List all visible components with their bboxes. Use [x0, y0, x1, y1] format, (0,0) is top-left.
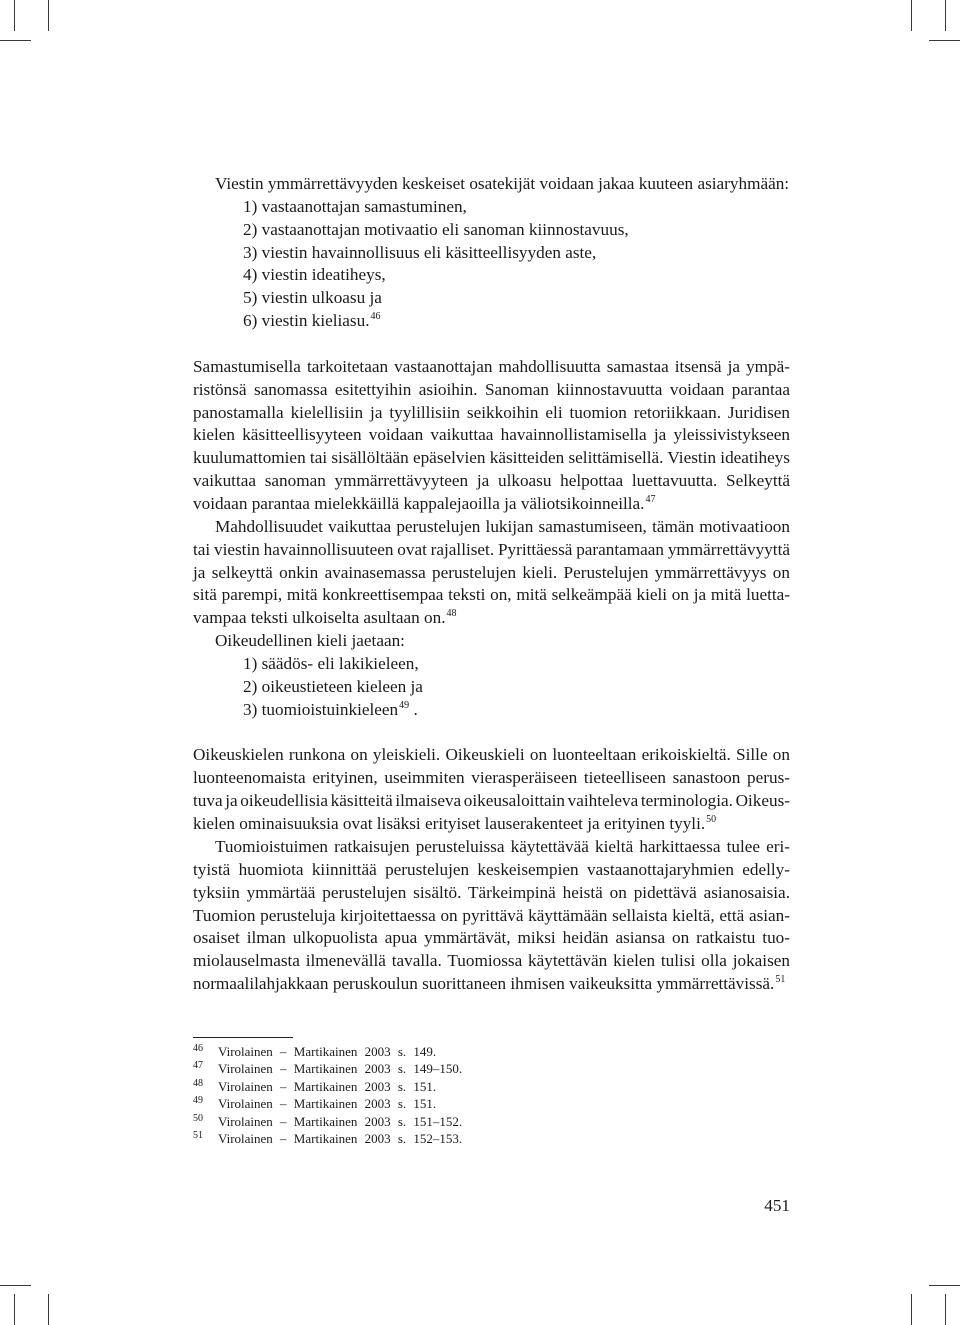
- text-line-content: osaiset ilman ulkopuolista apua ymmärtävät, miksi heidän asiansa on ratkaistu tuo-: [193, 928, 790, 948]
- footnote-ref: 49: [399, 699, 410, 711]
- text-line-content: Mahdollisuudet vaikuttaa perustelujen lukijan samastumiseen, tämän motivaatioon: [215, 516, 790, 536]
- footnote: [193, 1113, 790, 1130]
- text-line: [193, 607, 790, 630]
- footnote-number: 50: [193, 1112, 203, 1124]
- text-line-content: kuulumattomien tai sisällöltään epäselvien käsitteiden selittämisellä. Viestin ideatiheys: [193, 448, 790, 468]
- text-line-content: Tuomion perusteluja kirjoitettaessa on pyrittävä käyttämään sellaista kieltä, että asian-: [193, 905, 790, 925]
- footnote-rule: [193, 1037, 293, 1038]
- text-line-content: normaalilahjakkaan peruskoulun suorittaneen ihmisen vaikeuksitta ymmärrettävissä.: [193, 974, 775, 994]
- text-line-content: miolauselmasta ilmenevällä tavalla. Tuomiossa käytettävän kielen tulisi olla jokaisen: [193, 951, 790, 971]
- footnote-number: 47: [193, 1060, 203, 1072]
- text-line-content: Tuomioistuimen ratkaisujen perusteluissa käytettävää kieltä harkittaessa tulee eri-: [215, 836, 790, 856]
- footnote-number: 46: [193, 1043, 203, 1054]
- footnote-ref: 47: [645, 494, 656, 506]
- text-line: [193, 744, 790, 767]
- text-line-content: luonteenomaista erityinen, useimmiten vierasperäiseen tieteelliseen sanastoon perus-: [193, 768, 790, 788]
- text-line: [193, 470, 790, 493]
- text-line-content: tyistä huomiota kiinnittää perustelujen keskeisempien vastaanottajaryhmien edelly-: [193, 859, 790, 879]
- text-line: [193, 859, 790, 882]
- text-line: [193, 539, 790, 562]
- list-item: 2) oikeustieteen kieleen ja: [243, 676, 423, 696]
- crop-mark: [14, 1294, 15, 1325]
- text-line: [193, 424, 790, 447]
- footnote-text: Virolainen – Martikainen 2003 s. 151.: [218, 1078, 437, 1094]
- footnote: [193, 1095, 790, 1112]
- page-number: 451: [764, 1196, 790, 1215]
- text-line: [193, 402, 790, 425]
- footnote-number: 48: [193, 1077, 203, 1089]
- text-line: [215, 836, 790, 859]
- text-line: [193, 356, 790, 379]
- list-item: [243, 699, 790, 722]
- crop-mark: [911, 1294, 912, 1325]
- text-line-content: Oikeuskielen runkona on yleiskieli. Oikeuskieli on luonteeltaan erikoiskieltä. Sille on: [193, 745, 790, 765]
- crop-mark: [929, 1285, 960, 1286]
- text-line-content: vampaa teksti ulkoiselta asultaan on.: [193, 608, 446, 628]
- crop-mark: [929, 40, 960, 41]
- text-line: [193, 767, 790, 790]
- crop-mark: [14, 0, 15, 31]
- footnotes: [193, 1043, 790, 1147]
- text-line: [193, 790, 790, 813]
- list-item: 3) viestin havainnollisuus eli käsitteellisyyden aste,: [243, 242, 597, 262]
- footnote: [193, 1078, 790, 1095]
- text-line: [193, 813, 790, 836]
- text-line-content: tai viestin havainnollisuuteen ovat rajalliset. Pyrittäessä parantamaan ymmärrettävyyttä: [193, 539, 790, 559]
- list-item: [243, 310, 790, 333]
- text-line-content: ja selkeyttä onkin avainasemassa perustelujen kieli. Perustelujen ymmärrettävyys on: [193, 562, 790, 582]
- list-item: 1) vastaanottajan samastuminen,: [243, 196, 467, 216]
- list-item: 2) vastaanottajan motivaatio eli sanoman kiinnostavuus,: [243, 219, 629, 239]
- blank-line: [193, 333, 790, 356]
- text-line: [193, 379, 790, 402]
- text-line-content: Samastumisella tarkoitetaan vastaanottajan mahdollisuutta samastaa itsensä ja ympä-: [193, 356, 790, 376]
- text-line: [193, 927, 790, 950]
- text-line: [193, 882, 790, 905]
- footnote: [193, 1060, 790, 1077]
- text-line-content: kielen käsitteellisyyteen voidaan vaikuttaa havainnollistamisella ja yleissivistykseen: [193, 425, 790, 445]
- list-item-end: .: [409, 699, 418, 719]
- list-intro: Viestin ymmärrettävyyden keskeiset osatekijät voidaan jakaa kuuteen asiaryhmään:: [215, 174, 790, 193]
- text-line-content: voidaan parantaa mielekkäillä kappalejaoilla ja väliotsikoinneilla.: [193, 494, 645, 514]
- footnote-ref: 50: [706, 814, 717, 826]
- text-line-content: tuva ja oikeudellisia käsitteitä ilmaiseva oikeusaloittain vaihteleva terminologia. Oikeus-: [193, 791, 790, 811]
- blank-line: [193, 722, 790, 745]
- footnote-number: 51: [193, 1129, 203, 1141]
- footnote-text: Virolainen – Martikainen 2003 s. 149.: [218, 1044, 437, 1059]
- crop-mark: [0, 1285, 31, 1286]
- list-intro: Oikeudellinen kieli jaetaan:: [215, 631, 405, 651]
- text-line: [193, 493, 790, 516]
- crop-mark: [911, 0, 912, 31]
- footnote-text: Virolainen – Martikainen 2003 s. 151.: [218, 1096, 437, 1112]
- list-item: 5) viestin ulkoasu ja: [243, 288, 382, 308]
- crop-mark: [0, 40, 31, 41]
- footnote-ref: 46: [370, 311, 381, 323]
- paragraph: [193, 516, 790, 630]
- paragraph: [193, 356, 790, 516]
- footnote-ref: 48: [446, 608, 457, 620]
- crop-mark: [945, 1294, 946, 1325]
- text-line: [193, 584, 790, 607]
- list-item-text: 6) viestin kieliasu.: [243, 311, 370, 331]
- text-line: [193, 950, 790, 973]
- list-item: 1) säädös- eli lakikieleen,: [243, 654, 419, 674]
- text-line-content: panostamalla kielellisiin ja tyylillisiin seikkoihin eli tuomion retoriikkaan. Juridisen: [193, 402, 790, 422]
- crop-mark: [48, 1294, 49, 1325]
- text-line: [193, 562, 790, 585]
- text-line-content: ristönsä sanomassa esitettyihin asioihin. Sanoman kiinnostavuutta voidaan parantaa: [193, 379, 790, 399]
- text-line: [193, 447, 790, 470]
- crop-mark: [48, 0, 49, 31]
- list-item-text: 3) tuomioistuinkieleen: [243, 699, 399, 719]
- footnote-text: Virolainen – Martikainen 2003 s. 152–153.: [218, 1130, 463, 1146]
- text-line-content: vaikuttaa sanoman ymmärrettävyyteen ja ulkoasu helpottaa luettavuutta. Selkeyttä: [193, 471, 790, 491]
- paragraph: [193, 744, 790, 835]
- footnote-ref: 51: [775, 974, 786, 986]
- text-line-content: kielen ominaisuuksia ovat lisäksi erityiset lauserakenteet ja erityinen tyyli.: [193, 814, 706, 834]
- text-line-content: tyksiin ymmärtää perustelujen sisältö. Tärkeimpinä heistä on pidettävä asianosaisia.: [193, 882, 790, 902]
- text-line: [215, 516, 790, 539]
- footnote-text: Virolainen – Martikainen 2003 s. 151–152.: [218, 1113, 463, 1129]
- footnote-number: 49: [193, 1095, 203, 1107]
- paragraph: [193, 836, 790, 996]
- body-text: [193, 173, 790, 996]
- text-line: [193, 905, 790, 928]
- footnote: [193, 1130, 790, 1147]
- text-line-content: sitä parempi, mitä konkreettisempaa teksti on, mitä selkeämpää kieli on ja mitä luetta-: [193, 585, 790, 605]
- footnote: [193, 1043, 790, 1060]
- text-line: [193, 973, 790, 996]
- list-item: 4) viestin ideatiheys,: [243, 265, 386, 285]
- crop-mark: [945, 0, 946, 31]
- footnote-text: Virolainen – Martikainen 2003 s. 149–150.: [218, 1061, 463, 1077]
